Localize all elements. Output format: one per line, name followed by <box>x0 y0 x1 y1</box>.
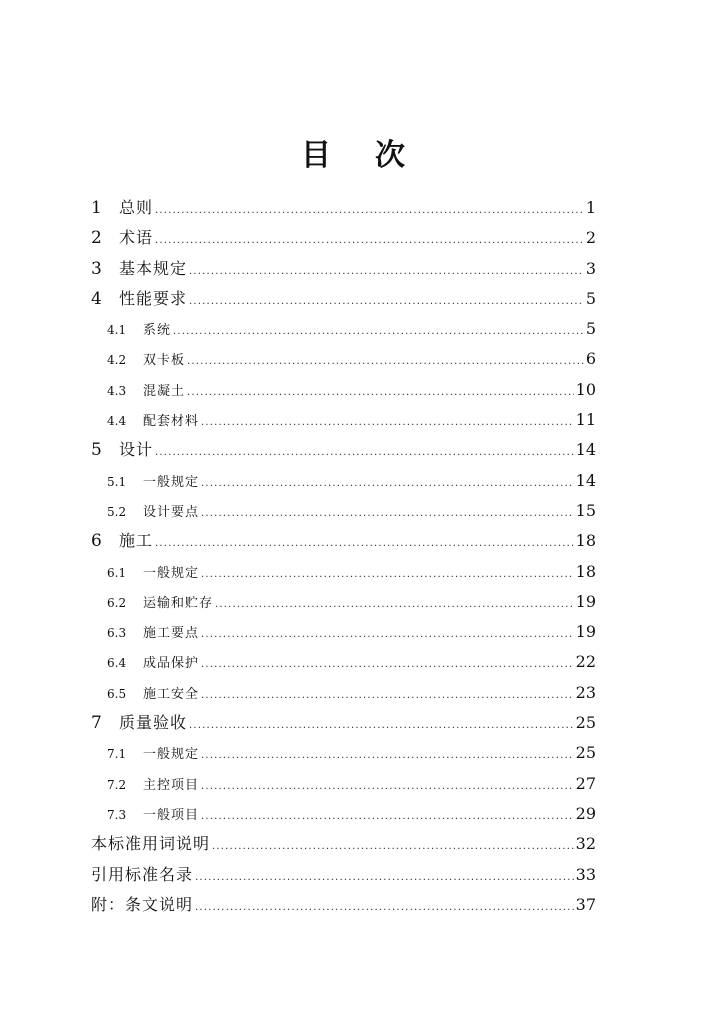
toc-page-number: 19 <box>575 622 596 642</box>
toc-section-row[interactable] <box>91 496 596 526</box>
toc-dot-leader <box>187 378 574 408</box>
toc-entry-number: 5.2 <box>107 504 127 519</box>
toc-section-row[interactable] <box>91 738 596 768</box>
toc-dot-leader <box>201 620 574 650</box>
toc-entry-number: 2 <box>91 228 102 249</box>
toc-entry-label: 本标准用词说明 <box>91 834 211 854</box>
toc-page-number: 29 <box>575 803 596 823</box>
toc-entry-number: 7.2 <box>107 777 127 792</box>
toc-chapter-row[interactable] <box>91 829 596 859</box>
toc-dot-leader <box>201 802 574 832</box>
toc-entry-number: 4.1 <box>107 323 127 338</box>
toc-entry-number: 5.1 <box>107 474 127 489</box>
toc-page-number: 5 <box>585 288 596 308</box>
toc-entry-label: 设计要点 <box>143 504 200 520</box>
toc-entry-label: 施工 <box>119 531 154 551</box>
toc-dot-leader <box>195 893 574 923</box>
toc-section-row[interactable] <box>91 678 596 708</box>
toc-chapter-row[interactable] <box>91 708 596 738</box>
toc-entry-label: 总则 <box>119 198 154 217</box>
toc-chapter-row[interactable] <box>91 284 596 314</box>
toc-page-number: 14 <box>575 440 596 460</box>
toc-entry-number: 6.1 <box>107 565 127 580</box>
toc-section-row[interactable] <box>91 799 596 829</box>
toc-page-number: 23 <box>575 682 596 702</box>
toc-entry-label: 系统 <box>143 323 172 339</box>
toc-page-number: 2 <box>585 228 596 248</box>
toc-page-number: 27 <box>575 773 596 793</box>
toc-page-number: 3 <box>585 258 596 278</box>
toc-section-row[interactable] <box>91 405 596 435</box>
toc-section-row[interactable] <box>91 557 596 587</box>
toc-entry-number: 6.5 <box>107 686 127 701</box>
toc-entry-number: 7.1 <box>107 747 127 762</box>
toc-page-number: 32 <box>575 834 596 854</box>
toc-page-number: 25 <box>575 743 596 763</box>
toc-entry-label: 运输和贮存 <box>143 595 214 611</box>
toc-entry-number: 7.3 <box>107 807 127 822</box>
toc-chapter-row[interactable] <box>91 193 596 223</box>
toc-chapter-row[interactable] <box>91 435 596 465</box>
toc-section-row[interactable] <box>91 617 596 647</box>
toc-chapter-row[interactable] <box>91 223 596 253</box>
toc-page-number: 33 <box>575 864 596 884</box>
toc-entry-label: 配套材料 <box>143 414 200 430</box>
toc-entry-label: 一般规定 <box>143 565 200 581</box>
page-title <box>0 130 706 174</box>
table-of-contents <box>91 193 596 920</box>
toc-entry-number: 1 <box>91 198 102 218</box>
toc-entry-label: 双卡板 <box>143 353 186 369</box>
toc-entry-label: 主控项目 <box>143 777 200 793</box>
toc-dot-leader <box>201 408 574 438</box>
toc-page-number: 14 <box>575 470 596 490</box>
toc-chapter-row[interactable] <box>91 526 596 556</box>
toc-page-number: 6 <box>585 349 596 369</box>
toc-dot-leader <box>155 529 574 559</box>
toc-entry-label: 引用标准名录 <box>91 864 194 884</box>
toc-page-number: 10 <box>575 379 596 399</box>
toc-entry-number: 4.4 <box>107 414 127 429</box>
toc-page-number: 19 <box>575 591 596 611</box>
toc-dot-leader <box>201 681 574 711</box>
page-title-char-2: 次 <box>375 138 405 173</box>
toc-entry-number: 6 <box>91 531 102 552</box>
toc-page-number: 25 <box>575 713 596 733</box>
page-title-char-1: 目 <box>301 138 331 173</box>
toc-dot-leader <box>215 590 574 620</box>
toc-entry-number: 5 <box>91 440 102 461</box>
toc-entry-label: 施工要点 <box>143 626 200 642</box>
toc-dot-leader <box>189 711 574 741</box>
toc-page-number: 18 <box>575 531 596 551</box>
toc-entry-label: 质量验收 <box>119 713 188 733</box>
toc-page-number: 5 <box>585 319 596 339</box>
toc-entry-label: 一般项目 <box>143 807 200 823</box>
toc-dot-leader <box>201 469 574 499</box>
toc-dot-leader <box>195 863 574 893</box>
toc-entry-label: 术语 <box>119 228 154 248</box>
toc-page-number: 22 <box>575 652 596 672</box>
toc-dot-leader <box>155 438 574 468</box>
toc-entry-label: 附：条文说明 <box>91 894 194 914</box>
toc-entry-number: 6.4 <box>107 656 127 671</box>
toc-section-row[interactable] <box>91 375 596 405</box>
toc-entry-label: 施工安全 <box>143 686 200 702</box>
toc-entry-label: 设计 <box>119 440 154 460</box>
toc-entry-label: 成品保护 <box>143 656 200 672</box>
toc-entry-label: 一般规定 <box>143 747 200 763</box>
toc-dot-leader <box>201 560 574 590</box>
toc-dot-leader <box>155 226 584 256</box>
toc-entry-number: 7 <box>91 713 102 734</box>
toc-entry-number: 6.2 <box>107 595 127 610</box>
toc-dot-leader <box>212 832 574 862</box>
toc-chapter-row[interactable] <box>91 890 596 920</box>
toc-entry-number: 4.2 <box>107 353 127 368</box>
toc-page-number: 18 <box>575 561 596 581</box>
toc-section-row[interactable] <box>91 466 596 496</box>
toc-section-row[interactable] <box>91 769 596 799</box>
toc-page-number: 37 <box>575 894 596 914</box>
toc-dot-leader <box>201 741 574 771</box>
toc-dot-leader <box>201 650 574 680</box>
toc-section-row[interactable] <box>91 344 596 374</box>
toc-page-number: 1 <box>585 198 596 217</box>
toc-entry-number: 3 <box>91 258 102 279</box>
toc-entry-label: 一般规定 <box>143 474 200 490</box>
toc-entry-label: 基本规定 <box>119 258 188 278</box>
toc-page-number: 15 <box>575 500 596 520</box>
toc-dot-leader <box>189 257 584 287</box>
toc-dot-leader <box>155 196 584 226</box>
toc-dot-leader <box>201 499 574 529</box>
toc-dot-leader <box>189 287 584 317</box>
toc-chapter-row[interactable] <box>91 254 596 284</box>
toc-entry-number: 4 <box>91 288 102 309</box>
toc-entry-number: 6.3 <box>107 626 127 641</box>
toc-entry-label: 性能要求 <box>119 288 188 308</box>
toc-entry-number: 4.3 <box>107 383 127 398</box>
toc-section-row[interactable] <box>91 314 596 344</box>
toc-page-number: 11 <box>575 410 596 430</box>
toc-chapter-row[interactable] <box>91 860 596 890</box>
toc-section-row[interactable] <box>91 647 596 677</box>
toc-dot-leader <box>173 317 584 347</box>
toc-dot-leader <box>201 772 574 802</box>
toc-dot-leader <box>187 347 584 377</box>
toc-entry-label: 混凝土 <box>143 383 186 399</box>
toc-section-row[interactable] <box>91 587 596 617</box>
